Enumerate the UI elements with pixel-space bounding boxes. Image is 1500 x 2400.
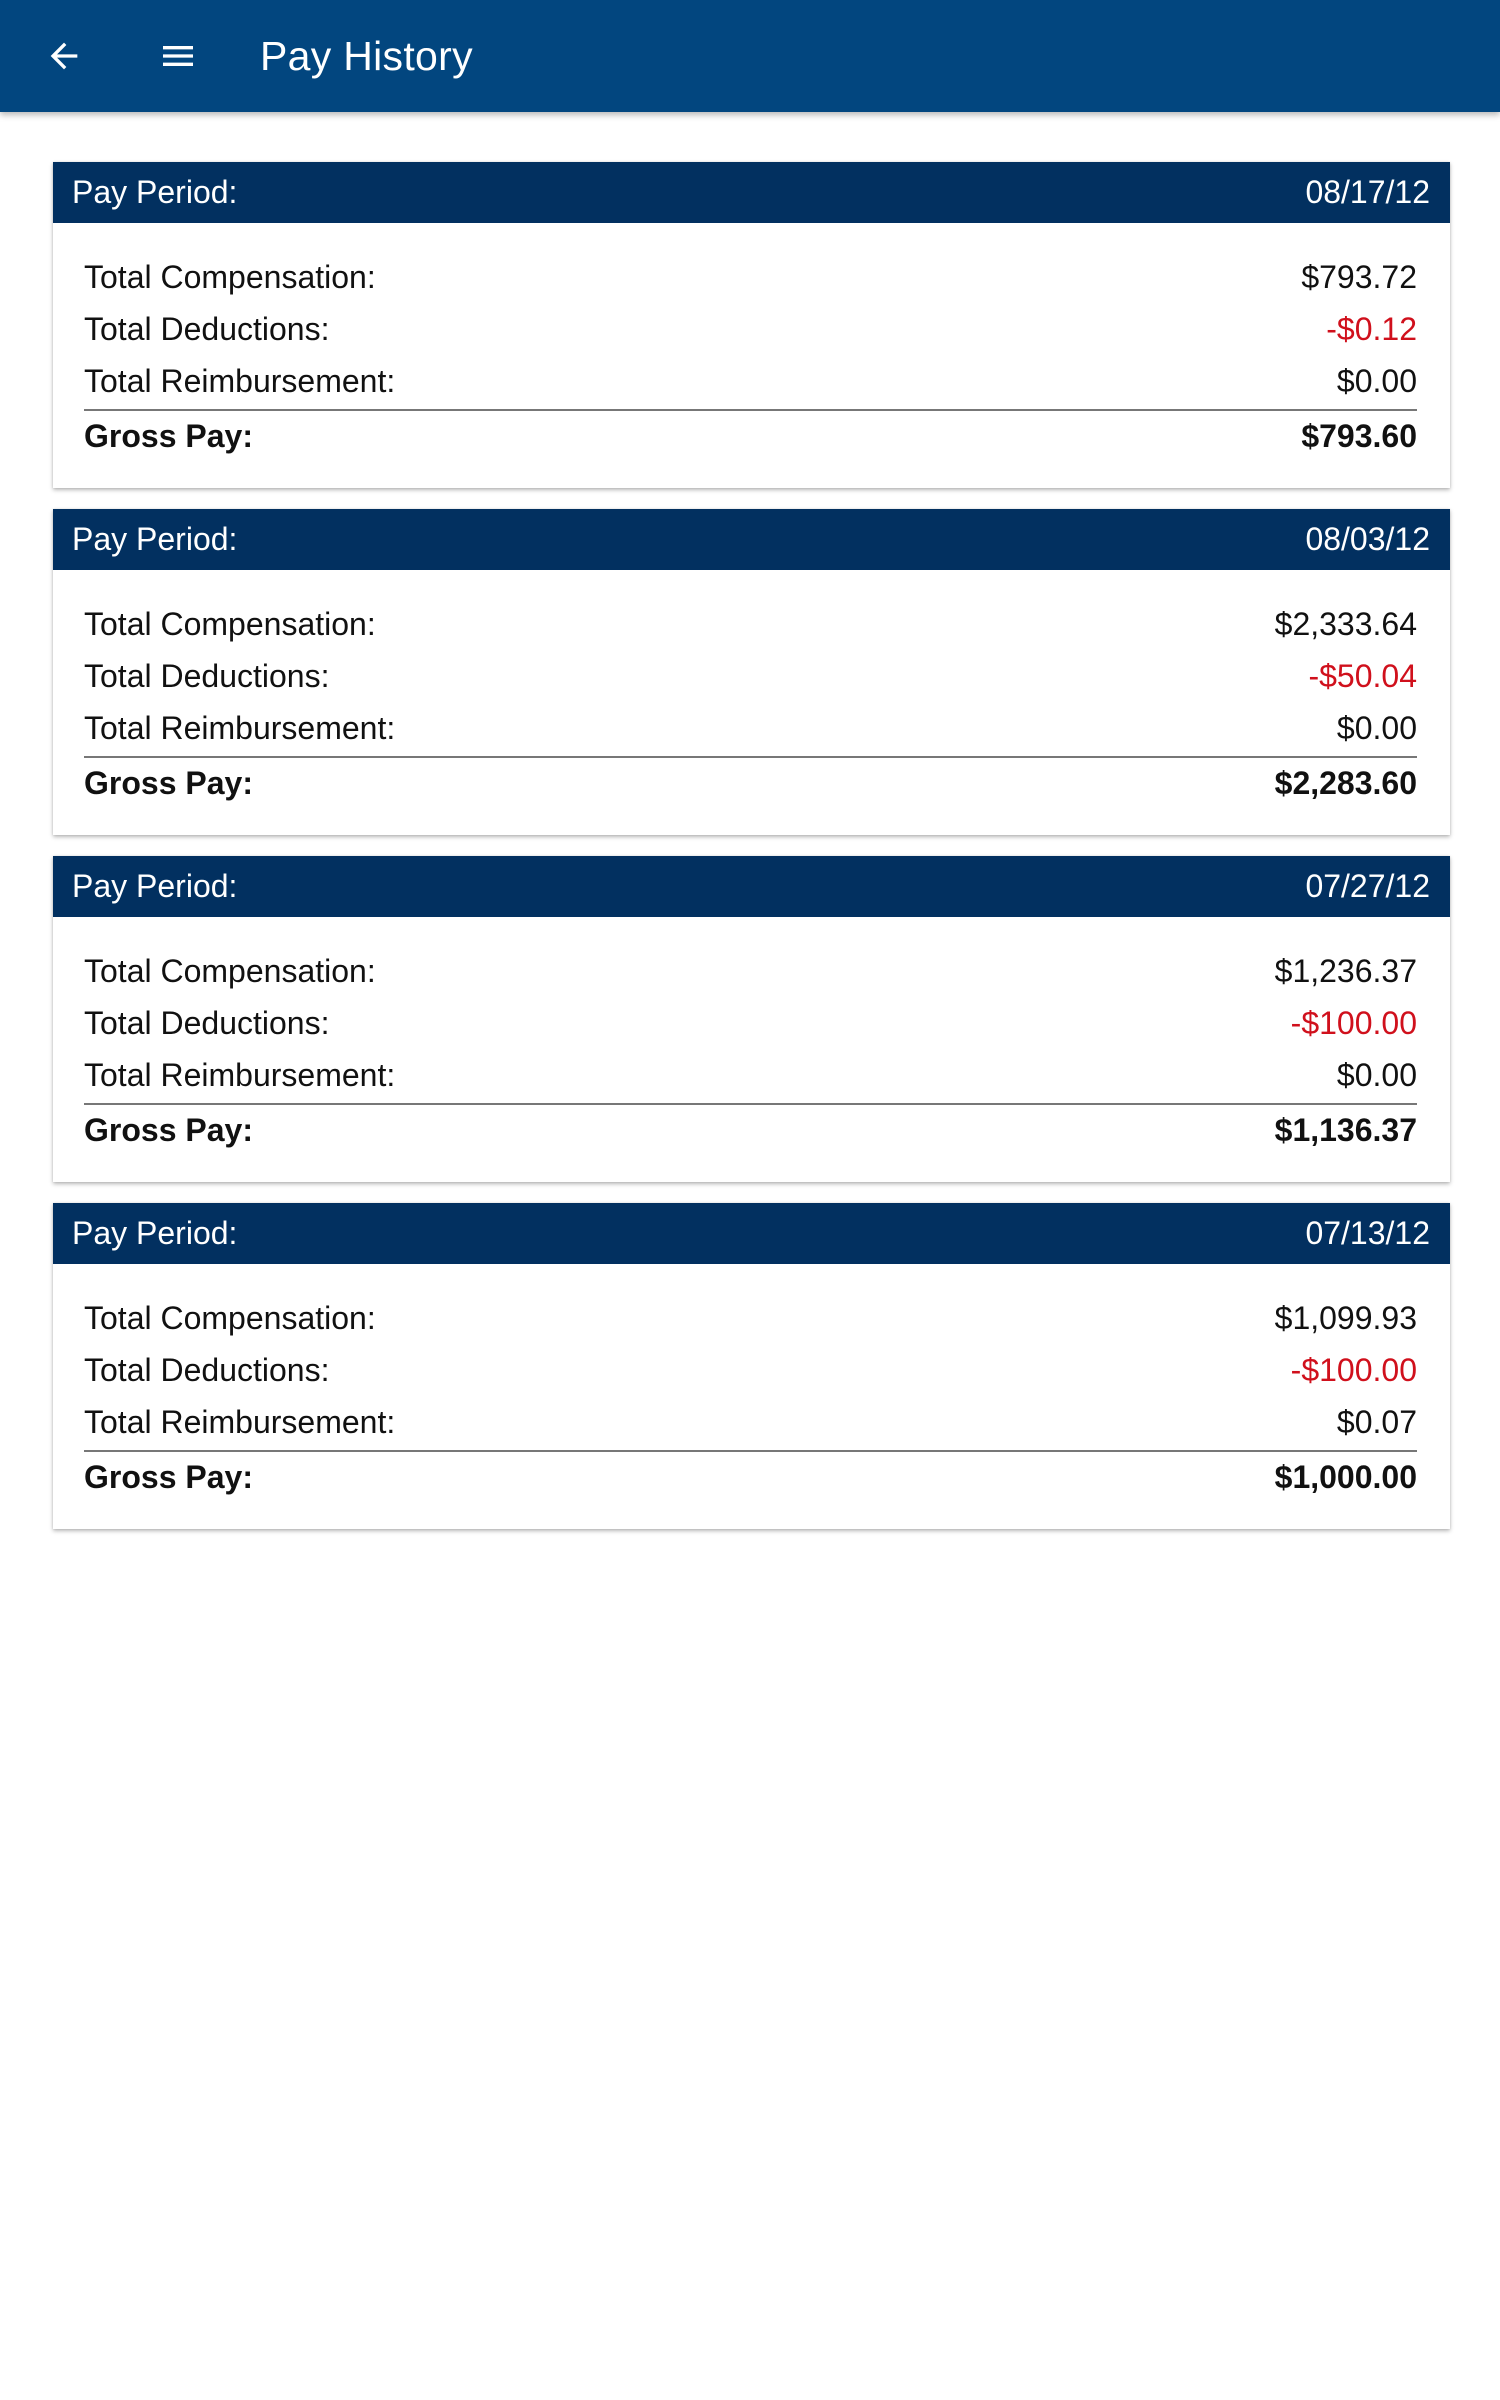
gross-pay-row <box>84 1452 1417 1503</box>
reimbursement-value: $0.00 <box>1336 362 1417 399</box>
pay-period-date: 07/27/12 <box>1305 868 1430 904</box>
page-title: Pay History <box>260 33 473 79</box>
reimbursement-row <box>84 1049 1417 1101</box>
compensation-row <box>84 1292 1417 1344</box>
pay-period-label: Pay Period: <box>72 521 238 557</box>
pay-period-header <box>53 1203 1450 1264</box>
compensation-value: $2,333.64 <box>1274 605 1417 642</box>
gross-pay-label: Gross Pay: <box>84 418 253 454</box>
gross-pay-label: Gross Pay: <box>84 1459 253 1495</box>
gross-pay-label: Gross Pay: <box>84 765 253 801</box>
pay-period-card[interactable] <box>53 509 1450 835</box>
pay-period-label: Pay Period: <box>72 868 238 904</box>
app-bar <box>0 0 1500 112</box>
menu-button[interactable] <box>146 24 210 88</box>
pay-period-header <box>53 856 1450 917</box>
gross-pay-row <box>84 411 1417 462</box>
menu-icon <box>158 36 198 76</box>
deductions-row <box>84 303 1417 355</box>
compensation-row <box>84 598 1417 650</box>
pay-period-header <box>53 509 1450 570</box>
pay-period-date: 07/13/12 <box>1305 1215 1430 1251</box>
reimbursement-value: $0.00 <box>1336 1056 1417 1093</box>
gross-pay-label: Gross Pay: <box>84 1112 253 1148</box>
reimbursement-value: $0.07 <box>1336 1403 1417 1440</box>
pay-period-card[interactable] <box>53 162 1450 488</box>
pay-period-body <box>53 570 1450 835</box>
deductions-value: -$50.04 <box>1308 657 1417 694</box>
deductions-value: -$100.00 <box>1290 1004 1417 1041</box>
reimbursement-label: Total Reimbursement: <box>84 709 396 746</box>
compensation-value: $1,099.93 <box>1274 1299 1417 1336</box>
deductions-row <box>84 650 1417 702</box>
arrow-back-icon <box>44 36 84 76</box>
deductions-row <box>84 997 1417 1049</box>
compensation-value: $793.72 <box>1301 258 1417 295</box>
reimbursement-value: $0.00 <box>1336 709 1417 746</box>
pay-period-card[interactable] <box>53 1203 1450 1529</box>
deductions-value: -$0.12 <box>1326 310 1417 347</box>
pay-period-list <box>53 162 1450 1550</box>
gross-pay-row <box>84 758 1417 809</box>
deductions-label: Total Deductions: <box>84 1004 330 1041</box>
pay-period-body <box>53 1264 1450 1529</box>
compensation-label: Total Compensation: <box>84 605 376 642</box>
compensation-value: $1,236.37 <box>1274 952 1417 989</box>
pay-period-date: 08/17/12 <box>1305 174 1430 210</box>
deductions-value: -$100.00 <box>1290 1351 1417 1388</box>
compensation-label: Total Compensation: <box>84 952 376 989</box>
pay-period-header <box>53 162 1450 223</box>
reimbursement-label: Total Reimbursement: <box>84 1056 396 1093</box>
compensation-row <box>84 945 1417 997</box>
compensation-label: Total Compensation: <box>84 258 376 295</box>
pay-period-label: Pay Period: <box>72 174 238 210</box>
gross-pay-value: $2,283.60 <box>1274 765 1417 801</box>
pay-period-date: 08/03/12 <box>1305 521 1430 557</box>
reimbursement-row <box>84 702 1417 754</box>
pay-period-label: Pay Period: <box>72 1215 238 1251</box>
gross-pay-row <box>84 1105 1417 1156</box>
deductions-label: Total Deductions: <box>84 657 330 694</box>
reimbursement-label: Total Reimbursement: <box>84 1403 396 1440</box>
reimbursement-label: Total Reimbursement: <box>84 362 396 399</box>
back-button[interactable] <box>32 24 96 88</box>
pay-period-body <box>53 223 1450 488</box>
compensation-row <box>84 251 1417 303</box>
reimbursement-row <box>84 355 1417 407</box>
reimbursement-row <box>84 1396 1417 1448</box>
deductions-label: Total Deductions: <box>84 310 330 347</box>
pay-period-body <box>53 917 1450 1182</box>
gross-pay-value: $1,136.37 <box>1274 1112 1417 1148</box>
pay-period-card[interactable] <box>53 856 1450 1182</box>
gross-pay-value: $1,000.00 <box>1274 1459 1417 1495</box>
gross-pay-value: $793.60 <box>1301 418 1417 454</box>
deductions-row <box>84 1344 1417 1396</box>
deductions-label: Total Deductions: <box>84 1351 330 1388</box>
compensation-label: Total Compensation: <box>84 1299 376 1336</box>
